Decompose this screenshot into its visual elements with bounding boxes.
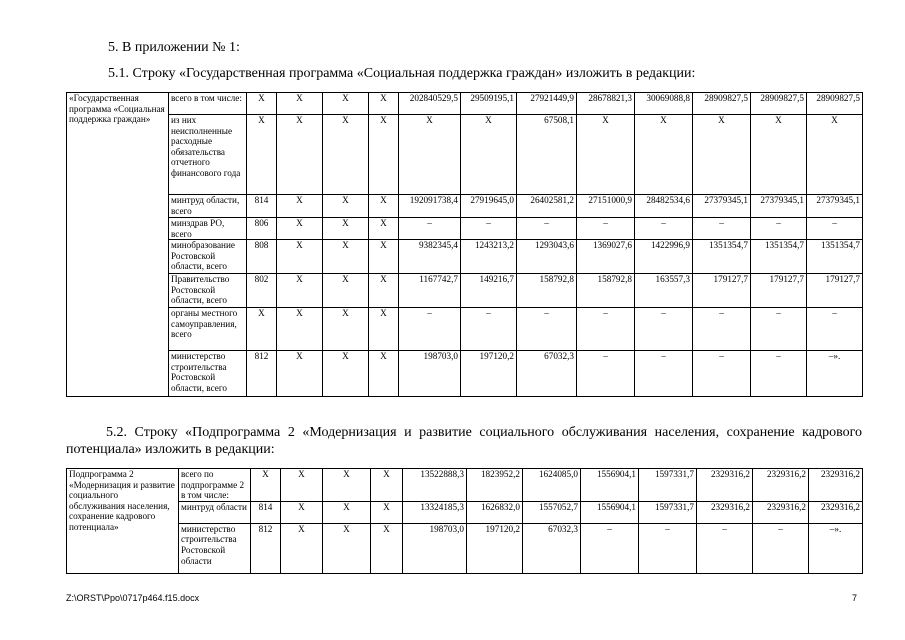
code-cell: X [323, 115, 369, 195]
value-cell: 179127,7 [807, 274, 863, 308]
value-cell: – [581, 523, 639, 573]
page-number: 7 [852, 593, 858, 603]
code-cell: 808 [247, 240, 277, 274]
value-cell: 1597331,7 [639, 501, 697, 523]
value-cell: – [697, 523, 753, 573]
value-cell: 149216,7 [461, 274, 517, 308]
value-cell: 28678821,3 [577, 93, 635, 115]
value-cell: – [399, 218, 461, 240]
table-row [67, 274, 863, 308]
value-cell: 13522888,3 [403, 469, 467, 502]
code-cell: X [281, 501, 323, 523]
code-cell: X [277, 351, 323, 397]
section-heading: 5. В приложении № 1: [108, 40, 240, 55]
value-cell: –». [807, 351, 863, 397]
code-cell: 814 [247, 195, 277, 218]
value-cell: – [693, 351, 751, 397]
code-cell: X [369, 240, 399, 274]
value-cell: 30069088,8 [635, 93, 693, 115]
code-cell: X [251, 469, 281, 502]
code-cell: X [277, 115, 323, 195]
code-cell: X [369, 93, 399, 115]
value-cell: 1167742,7 [399, 274, 461, 308]
value-cell: 198703,0 [399, 351, 461, 397]
row-label-cell: министерство строительства Ростовской области [179, 523, 251, 573]
code-cell: X [371, 469, 403, 502]
value-cell: – [635, 351, 693, 397]
paragraph-5-2: 5.2. Строку «Подпрограмма 2 «Модернизация и развитие социального обслуживания населения, сохранение кадрового потенциала» изложить в редакции: [66, 425, 862, 457]
table-row [67, 351, 863, 397]
value-cell: 67032,3 [517, 351, 577, 397]
code-cell: X [323, 195, 369, 218]
table-row [67, 501, 863, 523]
row-label-cell: минобразование Ростовской области, всего [169, 240, 247, 274]
value-cell: 67032,3 [523, 523, 581, 573]
value-cell: 1422996,9 [635, 240, 693, 274]
code-cell: X [323, 93, 369, 115]
value-cell: 192091738,4 [399, 195, 461, 218]
code-cell: X [369, 308, 399, 351]
value-cell: X [461, 115, 517, 195]
table-row [67, 308, 863, 351]
row-label-cell: органы местного самоуправления, всего [169, 308, 247, 351]
value-cell: 28482534,6 [635, 195, 693, 218]
code-cell: X [281, 469, 323, 502]
program-name-cell: «Государственная программа «Социальная поддержка граждан» [67, 93, 169, 397]
row-label-cell: Правительство Ростовской области, всего [169, 274, 247, 308]
code-cell: X [369, 195, 399, 218]
value-cell: 27919645,0 [461, 195, 517, 218]
code-cell: 806 [247, 218, 277, 240]
program-table [66, 92, 863, 397]
value-cell: 27151000,9 [577, 195, 635, 218]
value-cell: 2329316,2 [753, 501, 809, 523]
table-row [67, 115, 863, 195]
code-cell: X [369, 274, 399, 308]
code-cell: X [323, 469, 371, 502]
value-cell: – [807, 308, 863, 351]
value-cell: 2329316,2 [697, 469, 753, 502]
value-cell: X [807, 115, 863, 195]
value-cell: 1243213,2 [461, 240, 517, 274]
value-cell: 202840529,5 [399, 93, 461, 115]
value-cell: – [751, 351, 807, 397]
value-cell: X [635, 115, 693, 195]
value-cell: – [517, 218, 577, 240]
value-cell: 198703,0 [403, 523, 467, 573]
code-cell: X [277, 308, 323, 351]
value-cell: 197120,2 [467, 523, 523, 573]
value-cell: 67508,1 [517, 115, 577, 195]
code-cell: X [277, 240, 323, 274]
value-cell: 27379345,1 [807, 195, 863, 218]
table-row [67, 240, 863, 274]
subprogram-table [66, 468, 863, 574]
value-cell: –». [809, 523, 863, 573]
value-cell: – [807, 218, 863, 240]
value-cell: X [751, 115, 807, 195]
code-cell: X [369, 115, 399, 195]
value-cell: – [577, 308, 635, 351]
value-cell: – [577, 218, 635, 240]
value-cell: 28909827,5 [751, 93, 807, 115]
table-row [67, 218, 863, 240]
code-cell: X [323, 240, 369, 274]
value-cell: 1556904,1 [581, 469, 639, 502]
value-cell: 13324185,3 [403, 501, 467, 523]
row-label-cell: минздрав РО, всего [169, 218, 247, 240]
table-row [67, 93, 863, 115]
value-cell: X [577, 115, 635, 195]
value-cell: 1369027,6 [577, 240, 635, 274]
value-cell: – [577, 351, 635, 397]
row-label-cell: министерство строительства Ростовской области, всего [169, 351, 247, 397]
value-cell: 158792,8 [517, 274, 577, 308]
program-name-cell: Подпрограмма 2 «Модернизация и развитие социального обслуживания населения, сохранение кадрового потенциала» [67, 469, 179, 574]
value-cell: – [639, 523, 697, 573]
value-cell: – [693, 308, 751, 351]
value-cell: 2329316,2 [809, 501, 863, 523]
code-cell: X [323, 308, 369, 351]
code-cell: X [247, 93, 277, 115]
code-cell: X [371, 523, 403, 573]
code-cell: X [277, 274, 323, 308]
value-cell: – [461, 308, 517, 351]
row-label-cell: минтруд области, всего [169, 195, 247, 218]
file-path: Z:\ORST\Ppo\0717p464.f15.docx [66, 593, 200, 603]
code-cell: 814 [251, 501, 281, 523]
value-cell: X [399, 115, 461, 195]
value-cell: – [635, 308, 693, 351]
code-cell: X [247, 115, 277, 195]
value-cell: – [693, 218, 751, 240]
value-cell: 27379345,1 [693, 195, 751, 218]
value-cell: 179127,7 [751, 274, 807, 308]
value-cell: 29509195,1 [461, 93, 517, 115]
code-cell: X [369, 218, 399, 240]
code-cell: 802 [247, 274, 277, 308]
value-cell: 2329316,2 [697, 501, 753, 523]
value-cell: 26402581,2 [517, 195, 577, 218]
value-cell: – [635, 218, 693, 240]
value-cell: 1597331,7 [639, 469, 697, 502]
row-label-cell: минтруд области [179, 501, 251, 523]
value-cell: 1556904,1 [581, 501, 639, 523]
value-cell: 163557,3 [635, 274, 693, 308]
value-cell: 27379345,1 [751, 195, 807, 218]
value-cell: 2329316,2 [809, 469, 863, 502]
value-cell: – [399, 308, 461, 351]
value-cell: 28909827,5 [807, 93, 863, 115]
paragraph-5-1: 5.1. Строку «Государственная программа «Социальная поддержка граждан» изложить в редакции: [108, 66, 696, 81]
row-label-cell: всего в том числе: [169, 93, 247, 115]
value-cell: 2329316,2 [753, 469, 809, 502]
value-cell: – [461, 218, 517, 240]
code-cell: X [323, 501, 371, 523]
value-cell: 1293043,6 [517, 240, 577, 274]
value-cell: 1626832,0 [467, 501, 523, 523]
value-cell: 158792,8 [577, 274, 635, 308]
value-cell: 1351354,7 [807, 240, 863, 274]
value-cell: 179127,7 [693, 274, 751, 308]
table-row [67, 195, 863, 218]
value-cell: 1351354,7 [693, 240, 751, 274]
code-cell: X [277, 93, 323, 115]
value-cell: 197120,2 [461, 351, 517, 397]
code-cell: X [281, 523, 323, 573]
code-cell: X [323, 351, 369, 397]
value-cell: – [751, 218, 807, 240]
code-cell: X [369, 351, 399, 397]
code-cell: X [247, 308, 277, 351]
code-cell: X [323, 523, 371, 573]
code-cell: X [323, 218, 369, 240]
value-cell: 9382345,4 [399, 240, 461, 274]
value-cell: 1624085,0 [523, 469, 581, 502]
value-cell: 27921449,9 [517, 93, 577, 115]
code-cell: X [371, 501, 403, 523]
value-cell: X [693, 115, 751, 195]
value-cell: – [517, 308, 577, 351]
code-cell: X [323, 274, 369, 308]
table-row [67, 469, 863, 502]
code-cell: 812 [247, 351, 277, 397]
code-cell: X [277, 195, 323, 218]
value-cell: – [753, 523, 809, 573]
code-cell: X [277, 218, 323, 240]
table-row [67, 523, 863, 573]
code-cell: 812 [251, 523, 281, 573]
value-cell: 1351354,7 [751, 240, 807, 274]
value-cell: 1557052,7 [523, 501, 581, 523]
value-cell: 1823952,2 [467, 469, 523, 502]
value-cell: 28909827,5 [693, 93, 751, 115]
row-label-cell: всего по подпрограмме 2 в том числе: [179, 469, 251, 502]
value-cell: – [751, 308, 807, 351]
row-label-cell: из них неисполненные расходные обязательства отчетного финансового года [169, 115, 247, 195]
